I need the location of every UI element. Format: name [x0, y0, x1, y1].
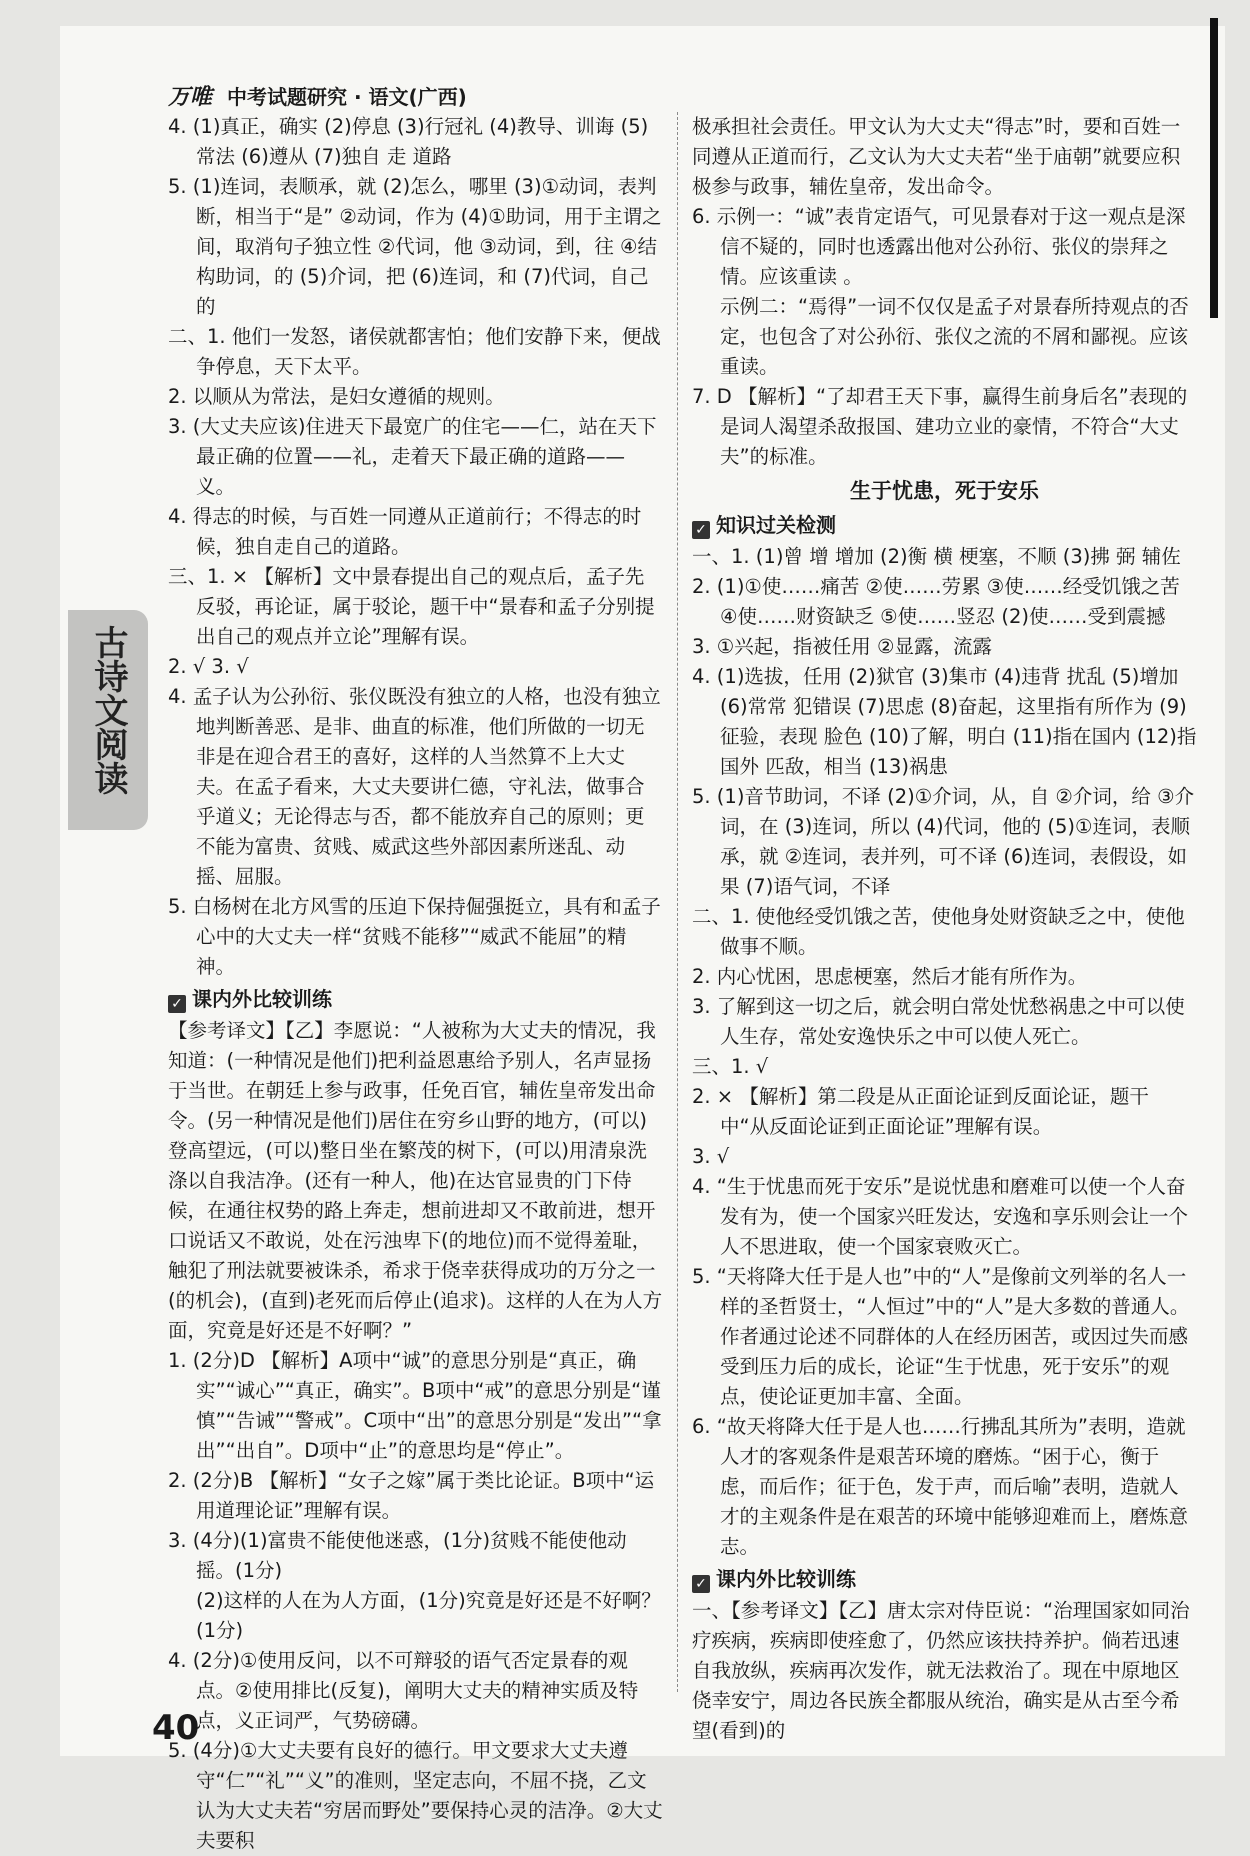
- answer-item: 6. “故天将降大任于是人也……行拂乱其所为”表明，造就人才的客观条件是艰苦环境的磨炼。“困于心，衡于虑，而后作；征于色，发于声，而后喻”表明，造就人才的主观条件是在艰苦的环境中能够迎难而上，磨炼意志。: [692, 1415, 1189, 1558]
- section-heading: ✓ 课内外比较训练: [168, 984, 663, 1014]
- answer-item: 一、1. (1)曾 增 增加 (2)衡 横 梗塞，不顺 (3)拂 弼 辅佐: [692, 545, 1181, 568]
- column-divider: [677, 112, 678, 1692]
- answer-item: 3. √: [692, 1145, 730, 1168]
- answer-item: 3. (大丈夫应该)住进天下最宽广的住宅——仁，站在天下最正确的位置——礼，走着天下最正确的道路——义。: [168, 415, 657, 498]
- answer-item: 6. 示例一：“诚”表肯定语气，可见景春对于这一观点是深信不疑的，同时也透露出他对公孙衍、张仪的崇拜之情。应该重读 。: [692, 205, 1186, 288]
- left-column: [168, 112, 663, 1856]
- answer-item: 4. 得志的时候，与百姓一同遵从正道前行；不得志的时候，独自走自己的道路。: [168, 505, 642, 558]
- answer-item: 5. “天将降大任于是人也”中的“人”是像前文列举的名人一样的圣哲贤士，“人恒过”中的“人”是大多数的普通人。作者通过论述不同群体的人在经历困苦，或因过失而感受到压力后的成长，论证“生于忧患，死于安乐”的观点，使论证更加丰富、全面。: [692, 1265, 1190, 1408]
- section-side-tab: [68, 610, 148, 830]
- checkbox-icon: ✓: [692, 521, 710, 539]
- answer-item: 2. 以顺从为常法，是妇女遵循的规则。: [168, 385, 505, 408]
- answer-item: 7. D 【解析】“了却君王天下事，赢得生前身后名”表现的是词人渴望杀敌报国、建功立业的豪情，不符合“大丈夫”的标准。: [692, 385, 1188, 468]
- answer-item: 5. (1)音节助词，不译 (2)①介词，从，自 ②介词，给 ③介词，在 (3)连词，所以 (4)代词，他的 (5)①连词，表顺承，就 ②连词，表并列，可不译 (6)连词，表假设，如果 (7)语气词，不译: [692, 785, 1195, 898]
- answer-item: 1. (2分)D 【解析】A项中“诚”的意思分别是“真正，确实”“诚心”“真正，确实”。B项中“戒”的意思分别是“谨慎”“告诫”“警戒”。C项中“出”的意思分别是“发出”“拿出”“出自”。D项中“止”的意思均是“停止”。: [168, 1349, 662, 1462]
- page-edge-bar: [1210, 18, 1218, 318]
- answer-item: 3. ①兴起，指被任用 ②显露，流露: [692, 635, 992, 658]
- answer-item: 二、1. 他们一发怒，诸侯就都害怕；他们安静下来，便战争停息，天下太平。: [168, 325, 661, 378]
- answer-item: 3. 了解到这一切之后，就会明白常处忧愁祸患之中可以使人生存，常处安逸快乐之中可以使人死亡。: [692, 995, 1185, 1048]
- answer-item: 三、1. √: [692, 1055, 769, 1078]
- checkbox-icon: ✓: [692, 1575, 710, 1593]
- side-tab-label: 古诗文阅读: [88, 625, 128, 795]
- lesson-title: 生于忧患，死于安乐: [850, 479, 1039, 503]
- answer-item: 三、1. × 【解析】文中景春提出自己的观点后，孟子先反驳，再论证，属于驳论，题干中“景春和孟子分别提出自己的观点并立论”理解有误。: [168, 565, 655, 648]
- checkbox-icon: ✓: [168, 995, 186, 1013]
- reference-translation: 一、【参考译文】【乙】唐太宗对侍臣说：“治理国家如同治疗疾病，疾病即使痊愈了，仍然应该扶持养护。倘若迅速自我放纵，疾病再次发作，就无法救治了。现在中原地区侥幸安宁，周边各民族全都服从统治，确实是从古至今希望(看到)的: [692, 1599, 1190, 1742]
- answer-item: 4. 孟子认为公孙衍、张仪既没有独立的人格，也没有独立地判断善恶、是非、曲直的标准，他们所做的一切无非是在迎合君王的喜好，这样的人当然算不上大丈夫。在孟子看来，大丈夫要讲仁德，守礼法，做事合乎道义；无论得志与否，都不能放弃自己的原则；更不能为富贵、贫贱、威武这些外部因素所迷乱、动摇、屈服。: [168, 685, 661, 888]
- answer-item: 极承担社会责任。甲文认为大丈夫“得志”时，要和百姓一同遵从正道而行，乙文认为大丈夫若“坐于庙朝”就要应积极参与政事，辅佐皇帝，发出命令。: [692, 115, 1181, 198]
- answer-item: 4. (1)选拔，任用 (2)狱官 (3)集市 (4)违背 扰乱 (5)增加 (6)常常 犯错误 (7)思虑 (8)奋起，这里指有所作为 (9)征验，表现 脸色 (10)了解，明白 (11)指在国内 (12)指国外 匹敌，相当 (13)祸患: [692, 665, 1197, 778]
- reference-translation: 【参考译文】【乙】李愿说：“人被称为大丈夫的情况，我知道：(一种情况是他们)把利益恩惠给予别人，名声显扬于当世。在朝廷上参与政事，任免百官，辅佐皇帝发出命令。(另一种情况是他们)居住在穷乡山野的地方，(可以)登高望远，(可以)整日坐在繁茂的树下，(可以)用清泉洗涤以自我洁净。(还有一种人，他)在达官显贵的门下侍候，在通往权势的路上奔走，想前进却又不敢前进，想开口说话又不敢说，处在污浊卑下(的地位)而不觉得羞耻，触犯了刑法就要被诛杀，希求于侥幸获得成功的万分之一(的机会)，(直到)老死而后停止(追求)。这样的人在为人方面，究竟是好还是不好啊？”: [168, 1019, 663, 1342]
- answer-item: 4. “生于忧患而死于安乐”是说忧患和磨难可以使一个人奋发有为，使一个国家兴旺发达，安逸和享乐则会让一个人不思进取，使一个国家衰败灭亡。: [692, 1175, 1189, 1258]
- right-column: [692, 112, 1197, 1746]
- answer-item: 2. (2分)B 【解析】“女子之嫁”属于类比论证。B项中“运用道理论证”理解有误。: [168, 1469, 655, 1522]
- answer-item: 5. 白杨树在北方风雪的压迫下保持倔强挺立，具有和孟子心中的大丈夫一样“贫贱不能移”“威武不能屈”的精神。: [168, 895, 661, 978]
- section-heading: ✓ 知识过关检测: [692, 510, 1197, 540]
- answer-item: (2)这样的人在为人方面，(1分)究竟是好还是不好啊？(1分): [196, 1589, 661, 1642]
- book-title: 中考试题研究 · 语文(广西): [226, 85, 467, 109]
- answer-item: 示例二：“焉得”一词不仅仅是孟子对景春所持观点的否定，也包含了对公孙衍、张仪之流的不屑和鄙视。应该重读。: [720, 295, 1189, 378]
- answer-item: 4. (1)真正，确实 (2)停息 (3)行冠礼 (4)教导、训诲 (5)常法 (6)遵从 (7)独自 走 道路: [168, 115, 649, 168]
- answer-item: 2. √ 3. √: [168, 655, 249, 678]
- page-header: [168, 80, 467, 111]
- answer-item: 2. (1)①使……痛苦 ②使……劳累 ③使……经受饥饿之苦 ④使……财资缺乏 ⑤使……竖忍 (2)使……受到震撼: [692, 575, 1180, 628]
- answer-item: 二、1. 使他经受饥饿之苦，使他身处财资缺乏之中，使他做事不顺。: [692, 905, 1185, 958]
- section-heading: ✓ 课内外比较训练: [692, 1564, 1197, 1594]
- answer-item: 4. (2分)①使用反问，以不可辩驳的语气否定景春的观点。②使用排比(反复)，阐明大丈夫的精神实质及特点，义正词严，气势磅礴。: [168, 1649, 639, 1732]
- answer-item: 5. (4分)①大丈夫要有良好的德行。甲文要求大丈夫遵守“仁”“礼”“义”的准则，坚定志向，不屈不挠，乙文认为大丈夫若“穷居而野处”要保持心灵的洁净。②大丈夫要积: [168, 1739, 663, 1852]
- page-number: 40: [152, 1708, 200, 1748]
- answer-item: 2. × 【解析】第二段是从正面论证到反面论证，题干中“从反面论证到正面论证”理解有误。: [692, 1085, 1149, 1138]
- answer-item: 2. 内心忧困，思虑梗塞，然后才能有所作为。: [692, 965, 1088, 988]
- brand-logo: 万唯: [168, 85, 213, 110]
- answer-item: 3. (4分)(1)富贵不能使他迷惑，(1分)贫贱不能使他动摇。(1分): [168, 1529, 627, 1582]
- answer-item: 5. (1)连词，表顺承，就 (2)怎么，哪里 (3)①动词，表判断，相当于“是” ②动词，作为 (4)①助词，用于主谓之间，取消句子独立性 ②代词，他 ③动词，到，往 ④结构助词，的 (5)介词，把 (6)连词，和 (7)代词，自己的: [168, 175, 662, 318]
